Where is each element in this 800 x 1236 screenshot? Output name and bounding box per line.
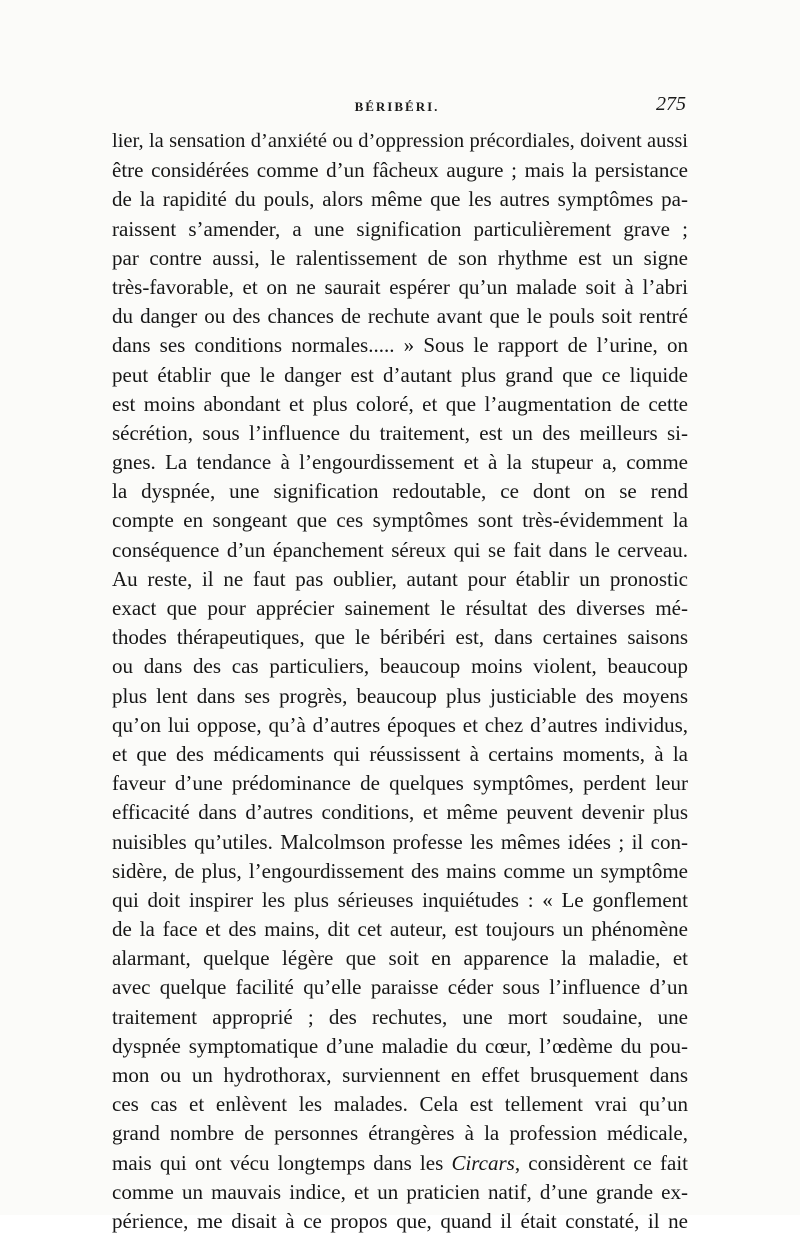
text-line: efficacité dans d’autres conditions, et même peuvent devenir plus — [112, 800, 688, 825]
italic-term: Circars — [451, 1150, 515, 1175]
text-line: gnes. La tendance à l’engourdissement et à la stupeur a, comme — [112, 450, 688, 475]
text-line: plus lent dans ses progrès, beaucoup plus justiciable des moyens — [112, 683, 688, 708]
text-run: , considèrent ce fait — [514, 1150, 689, 1175]
text-line: ces cas et enlèvent les malades. Cela est tellement vrai qu’un — [112, 1092, 688, 1117]
text-line: alarmant, quelque légère que soit en apparence la maladie, et — [112, 946, 688, 971]
text-line: dans ses conditions normales..... » Sous le rapport de l’urine, on — [112, 333, 688, 358]
text-line: compte en songeant que ces symptômes sont très-évidemment la — [112, 508, 688, 533]
text-line: peut établir que le danger est d’autant plus grand que ce liquide — [112, 362, 688, 387]
text-line: qu’on lui oppose, qu’à d’autres époques et chez d’autres individus, — [112, 712, 688, 737]
text-line: traitement approprié ; des rechutes, une mort soudaine, une — [112, 1004, 688, 1029]
text-line: sécrétion, sous l’influence du traitement, est un des meilleurs si- — [112, 420, 688, 445]
text-line: comme un mauvais indice, et un praticien natif, d’une grande ex- — [112, 1179, 688, 1204]
text-line: faveur d’une prédominance de quelques symptômes, perdent leur — [112, 771, 688, 796]
text-line: nuisibles qu’utiles. Malcolmson professe les mêmes idées ; il con- — [112, 829, 688, 854]
page-number: 275 — [656, 93, 686, 115]
text-line: ou dans des cas particuliers, beaucoup moins violent, beaucoup — [112, 654, 688, 679]
running-head — [108, 93, 686, 123]
running-title: BÉRIBÉRI. — [354, 99, 440, 114]
text-line: de la face et des mains, dit cet auteur, est toujours un phénomène — [112, 917, 688, 942]
text-line: par contre aussi, le ralentissement de son rhythme est un signe — [112, 245, 688, 270]
text-line: qui doit inspirer les plus sérieuses inquiétudes : « Le gonflement — [112, 887, 688, 912]
text-line: thodes thérapeutiques, que le béribéri est, dans certaines saisons — [112, 625, 688, 650]
body-text — [112, 127, 688, 1236]
text-line: grand nombre de personnes étrangères à la profession médicale, — [112, 1121, 688, 1146]
text-line: lier, la sensation d’anxiété ou d’oppression précordiales, doivent aussi — [112, 130, 688, 152]
text-line: très-favorable, et on ne saurait espérer qu’un malade soit à l’abri — [112, 274, 688, 299]
text-line: la dyspnée, une signification redoutable, ce dont on se rend — [112, 479, 688, 504]
text-line: exact que pour apprécier sainement le résultat des diverses mé- — [112, 596, 688, 620]
text-line: du danger ou des chances de rechute avant que le pouls soit rentré — [112, 304, 688, 329]
text-run: mais qui ont vécu longtemps dans les — [112, 1150, 452, 1175]
text-line: et que des médicaments qui réussissent à certains moments, à la — [112, 741, 688, 766]
text-line: avec quelque facilité qu’elle paraisse céder sous l’influence d’un — [112, 975, 688, 1000]
text-line: être considérées comme d’un fâcheux augure ; mais la persistance — [112, 158, 688, 183]
text-line: raissent s’amender, a une signification particulièrement grave ; — [112, 216, 688, 241]
text-line: Au reste, il ne faut pas oublier, autant pour établir un pronostic — [112, 566, 688, 591]
text-line: sidère, de plus, l’engourdissement des mains comme un symptôme — [112, 858, 688, 883]
text-line: dyspnée symptomatique d’une maladie du cœur, l’œdème du pou- — [112, 1033, 688, 1058]
text-line: périence, me disait à ce propos que, quand il était constaté, il ne — [112, 1208, 688, 1233]
text-line: conséquence d’un épanchement séreux qui se fait dans le cerveau. — [112, 537, 688, 562]
text-line: mon ou un hydrothorax, surviennent en effet brusquement dans — [112, 1063, 688, 1087]
text-line-with-italic — [112, 1149, 688, 1178]
text-line: de la rapidité du pouls, alors même que les autres symptômes pa- — [112, 187, 688, 212]
text-line: est moins abondant et plus coloré, et que l’augmentation de cette — [112, 391, 688, 416]
